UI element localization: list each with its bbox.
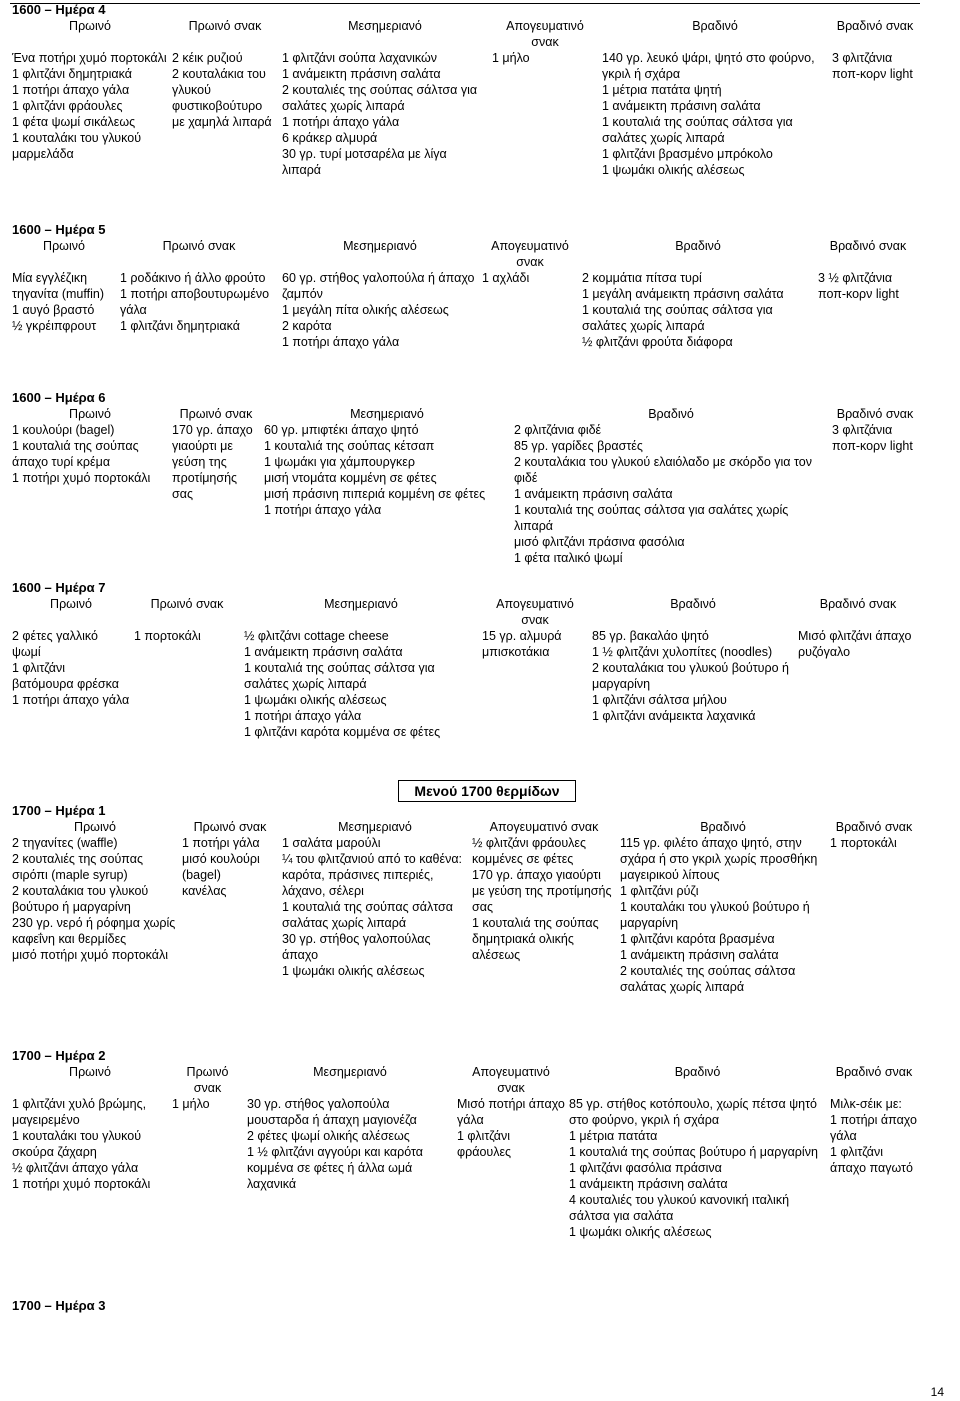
col-header: Πρωινό σνακ (150, 597, 224, 611)
table-cell: ½ φλιτζάνι φράουλες κομμένες σε φέτες 170 γρ. άπαχο γιαούρτι με γεύση της προτίμησής σας 1 κουταλιά της σούπας δημητριακά ολικής αλέσεως (472, 836, 612, 962)
header-row (10, 1064, 920, 1096)
day5-table (10, 238, 920, 350)
col-header: Βραδινό σνακ (829, 239, 907, 253)
header-row (10, 819, 920, 835)
col-header: Βραδινό (648, 407, 694, 421)
col-header: Μεσημεριανό (350, 407, 424, 421)
table-cell: 1 φλιτζάνι χυλό βρώμης, μαγειρεμένο 1 κουταλάκι του γλυκού σκούρα ζάχαρη ½ φλιτζάνι άπαχο γάλα 1 ποτήρι χυμό πορτοκάλι (12, 1097, 151, 1191)
day7-title: 1600 – Ημέρα 7 (12, 580, 106, 595)
table-cell: Μιλκ-σέικ με: 1 ποτήρι άπαχο γάλα 1 φλιτζάνι άπαχο παγωτό (830, 1097, 917, 1175)
table-cell: 1 μήλο (172, 1097, 210, 1111)
d1700-day1-title: 1700 – Ημέρα 1 (12, 803, 106, 818)
col-header: Βραδινό σνακ (836, 19, 914, 33)
col-header: Απογευματινό σνακ (472, 1065, 550, 1095)
col-header: Απογευματινό σνακ (506, 19, 584, 49)
table-cell: 2 φέτες γαλλικό ψωμί 1 φλιτζάνι βατόμουρα φρέσκα 1 ποτήρι άπαχο γάλα (12, 629, 130, 707)
table-cell: 140 γρ. λευκό ψάρι, ψητό στο φούρνο, γκριλ ή σχάρα 1 μέτρια πατάτα ψητή 1 ανάμεικτη πράσινη σαλάτα 1 κουταλιά της σούπας σάλτσα για σαλάτες χωρίς λιπαρά 1 φλιτζάνι βρασμένο μπρόκολο 1 ψωμάκι ολικής αλέσεως (602, 51, 815, 177)
page-number: 14 (930, 1385, 944, 1399)
table-cell: 85 γρ. στήθος κοτόπουλο, χωρίς πέτσα ψητό στο φούρνο, γκριλ ή σχάρα 1 μέτρια πατάτα 1 κουταλιά της σούπας βούτυρο ή μαργαρίνη 1 φλιτζάνι φασόλια πράσινα 1 ανάμεικτη πράσινη σαλάτα 4 κουταλιές του γλυκού κανονική ιταλική σάλτσα για σαλάτα 1 ψωμάκι ολικής αλέσεως (569, 1097, 818, 1239)
table-cell: Ένα ποτήρι χυμό πορτοκάλι 1 φλιτζάνι δημητριακά 1 ποτήρι άπαχο γάλα 1 φλιτζάνι φράουλες 1 φέτα ψωμί σικάλεως 1 κουταλάκι του γλυκού μαρμελάδα (12, 51, 167, 161)
table-row (10, 422, 920, 566)
table-cell: 2 τηγανίτες (waffle) 2 κουταλιές της σούπας σιρόπι (maple syrup) 2 κουταλάκια του γλυκού βούτυρο ή μαργαρίνη 230 γρ. νερό ή ρόφημα χωρίς καφεΐνη και θερμίδες μισό ποτήρι χυμό πορτοκάλι (12, 836, 176, 962)
table-cell: Μισό φλιτζάνι άπαχο ρυζόγαλο (798, 629, 912, 659)
col-header: Πρωινό σνακ (179, 407, 253, 421)
day6-table (10, 406, 920, 566)
day4-title: 1600 – Ημέρα 4 (12, 2, 106, 17)
menu-1700-banner: Μενού 1700 θερμίδων (398, 780, 576, 802)
d1700-day1-section (10, 803, 920, 995)
col-header: Βραδινό (670, 597, 716, 611)
table-cell: Μισό ποτήρι άπαχο γάλα 1 φλιτζάνι φράουλες (457, 1097, 565, 1159)
table-cell: 3 φλιτζάνια ποπ-κορν light (832, 51, 913, 81)
table-row (10, 628, 920, 740)
header-row (10, 596, 920, 628)
col-header: Βραδινό (700, 820, 746, 834)
day5-section (10, 222, 920, 350)
table-cell: 2 κέικ ρυζιού 2 κουταλάκια του γλυκού φυστικοβούτυρο με χαμηλά λιπαρά (172, 51, 272, 129)
table-row (10, 1096, 920, 1240)
day4-section (10, 2, 920, 178)
table-cell: 2 κομμάτια πίτσα τυρί 1 μεγάλη ανάμεικτη πράσινη σαλάτα 1 κουταλιά της σούπας σάλτσα για σαλάτες χωρίς λιπαρά ½ φλιτζάνι φρούτα διάφορα (582, 271, 784, 349)
col-header: Βραδινό σνακ (819, 597, 897, 611)
day5-title: 1600 – Ημέρα 5 (12, 222, 106, 237)
col-header: Απογευματινό σνακ (496, 597, 574, 627)
col-header: Βραδινό σνακ (835, 1065, 913, 1079)
col-header: Πρωινό (69, 19, 111, 33)
table-row (10, 50, 920, 178)
table-cell: 2 φλιτζάνια φιδέ 85 γρ. γαρίδες βραστές 2 κουταλάκια του γλυκού ελαιόλαδο με σκόρδο για τον φιδέ 1 ανάμεικτη πράσινη σαλάτα 1 κουταλιά της σούπας σάλτσα για σαλάτες χωρίς λιπαρά μισό φλιτζάνι πράσινα φασόλια 1 φέτα ιταλικό ψωμί (514, 423, 812, 565)
table-cell: 1 πορτοκάλι (134, 629, 201, 643)
col-header: Μεσημεριανό (324, 597, 398, 611)
col-header: Μεσημεριανό (313, 1065, 387, 1079)
col-header: Απογευματινό σνακ (491, 239, 569, 269)
day4-table (10, 18, 920, 178)
d1700-day1-table (10, 819, 920, 995)
table-cell: 60 γρ. μπιφτέκι άπαχο ψητό 1 κουταλιά της σούπας κέτσαπ 1 ψωμάκι για χάμπουργκερ μισή ντομάτα κομμένη σε φέτες μισή πράσινη πιπεριά κομμένη σε φέτες 1 ποτήρι άπαχο γάλα (264, 423, 486, 517)
col-header: Μεσημεριανό (348, 19, 422, 33)
table-cell: 1 μήλο (492, 51, 530, 65)
col-header: Βραδινό σνακ (836, 407, 914, 421)
col-header: Βραδινό σνακ (835, 820, 913, 834)
col-header: Πρωινό (43, 239, 85, 253)
header-row (10, 238, 920, 270)
table-cell: 1 ποτήρι γάλα μισό κουλούρι (bagel) κανέλας (182, 836, 260, 898)
col-header: Πρωινό σνακ (193, 820, 267, 834)
d1700-day2-section (10, 1048, 920, 1240)
table-cell: 1 σαλάτα μαρούλι ¼ του φλιτζανιού από το καθένα: καρότα, πράσινες πιπεριές, λάχανο, σέλερι 1 κουταλιά της σούπας σάλτσα σαλάτας χωρίς λιπαρά 30 γρ. στήθος γαλοπούλας άπαχο 1 ψωμάκι ολικής αλέσεως (282, 836, 463, 978)
table-cell: ½ φλιτζάνι cottage cheese 1 ανάμεικτη πράσινη σαλάτα 1 κουταλιά της σούπας σάλτσα για σαλάτες χωρίς λιπαρά 1 ψωμάκι ολικής αλέσεως 1 ποτήρι άπαχο γάλα 1 φλιτζάνι καρότα κομμένα σε φέτες (244, 629, 441, 739)
col-header: Βραδινό (692, 19, 738, 33)
col-header: Πρωινό (69, 1065, 111, 1079)
col-header: Πρωινό (74, 820, 116, 834)
table-cell: 85 γρ. βακαλάο ψητό 1 ½ φλιτζάνι χυλοπίτες (noodles) 2 κουταλάκια του γλυκού βούτυρο ή μαργαρίνη 1 φλιτζάνι σάλτσα μήλου 1 φλιτζάνι ανάμεικτα λαχανικά (592, 629, 789, 723)
table-cell: Μία εγγλέζικη τηγανίτα (muffin) 1 αυγό βραστό ½ γκρέιπφρουτ (12, 271, 104, 333)
col-header: Βραδινό (674, 1065, 721, 1079)
table-cell: 1 φλιτζάνι σούπα λαχανικών 1 ανάμεικτη πράσινη σαλάτα 2 κουταλιές της σούπας σάλτσα για σαλάτες χωρίς λιπαρά 1 ποτήρι άπαχο γάλα 6 κράκερ αλμυρά 30 γρ. τυρί μοτσαρέλα με λίγα λιπαρά (282, 51, 478, 177)
table-row (10, 835, 920, 995)
table-row (10, 270, 920, 350)
d1700-day3-title: 1700 – Ημέρα 3 (12, 1298, 106, 1313)
day7-table (10, 596, 920, 740)
table-cell: 1 πορτοκάλι (830, 836, 897, 850)
day7-section (10, 580, 920, 740)
col-header: Πρωινό σνακ (188, 19, 262, 33)
header-row (10, 406, 920, 422)
day6-section (10, 390, 920, 566)
day6-title: 1600 – Ημέρα 6 (12, 390, 106, 405)
col-header: Μεσημεριανό (343, 239, 417, 253)
table-cell: 15 γρ. αλμυρά μπισκοτάκια (482, 629, 562, 659)
d1700-day2-table (10, 1064, 920, 1240)
header-row (10, 18, 920, 50)
table-cell: 30 γρ. στήθος γαλοπούλα μουσταρδα ή άπαχη μαγιονέζα 2 φέτες ψωμί ολικής αλέσεως 1 ½ φλιτζάνι αγγούρι και καρότα κομμένα σε φέτες ή άλλα ωμά λαχανικά (247, 1097, 424, 1191)
table-cell: 1 κουλούρι (bagel) 1 κουταλιά της σούπας άπαχο τυρί κρέμα 1 ποτήρι χυμό πορτοκάλι (12, 423, 151, 485)
table-cell: 1 αχλάδι (482, 271, 530, 285)
col-header: Πρωινό (50, 597, 92, 611)
col-header: Απογευματινό σνακ (489, 820, 599, 834)
table-cell: 170 γρ. άπαχο γιαούρτι με γεύση της προτίμησής σας (172, 423, 253, 501)
d1700-day2-title: 1700 – Ημέρα 2 (12, 1048, 106, 1063)
table-cell: 3 φλιτζάνια ποπ-κορν light (832, 423, 913, 453)
d1700-day3-section (10, 1298, 105, 1314)
col-header: Μεσημεριανό (338, 820, 412, 834)
col-header: Πρωινό (69, 407, 111, 421)
col-header: Πρωινό σνακ (186, 1065, 229, 1095)
col-header: Πρωινό σνακ (162, 239, 236, 253)
table-cell: 60 γρ. στήθος γαλοπούλα ή άπαχο ζαμπόν 1 μεγάλη πίτα ολικής αλέσεως 2 καρότα 1 ποτήρι άπαχο γάλα (282, 271, 475, 349)
table-cell: 1 ροδάκινο ή άλλο φρούτο 1 ποτήρι αποβουτυρωμένο γάλα 1 φλιτζάνι δημητριακά (120, 271, 270, 333)
table-cell: 115 γρ. φιλέτο άπαχο ψητό, στην σχάρα ή στο γκριλ χωρίς προσθήκη μαγειρικού λίπους 1 φλιτζάνι ρύζι 1 κουταλάκι του γλυκού βούτυρο ή μαργαρίνη 1 φλιτζάνι καρότα βρασμένα 1 ανάμεικτη πράσινη σαλάτα 2 κουταλιές της σούπας σάλτσα σαλάτας χωρίς λιπαρά (620, 836, 818, 994)
col-header: Βραδινό (675, 239, 721, 253)
table-cell: 3 ½ φλιτζάνια ποπ-κορν light (818, 271, 899, 301)
